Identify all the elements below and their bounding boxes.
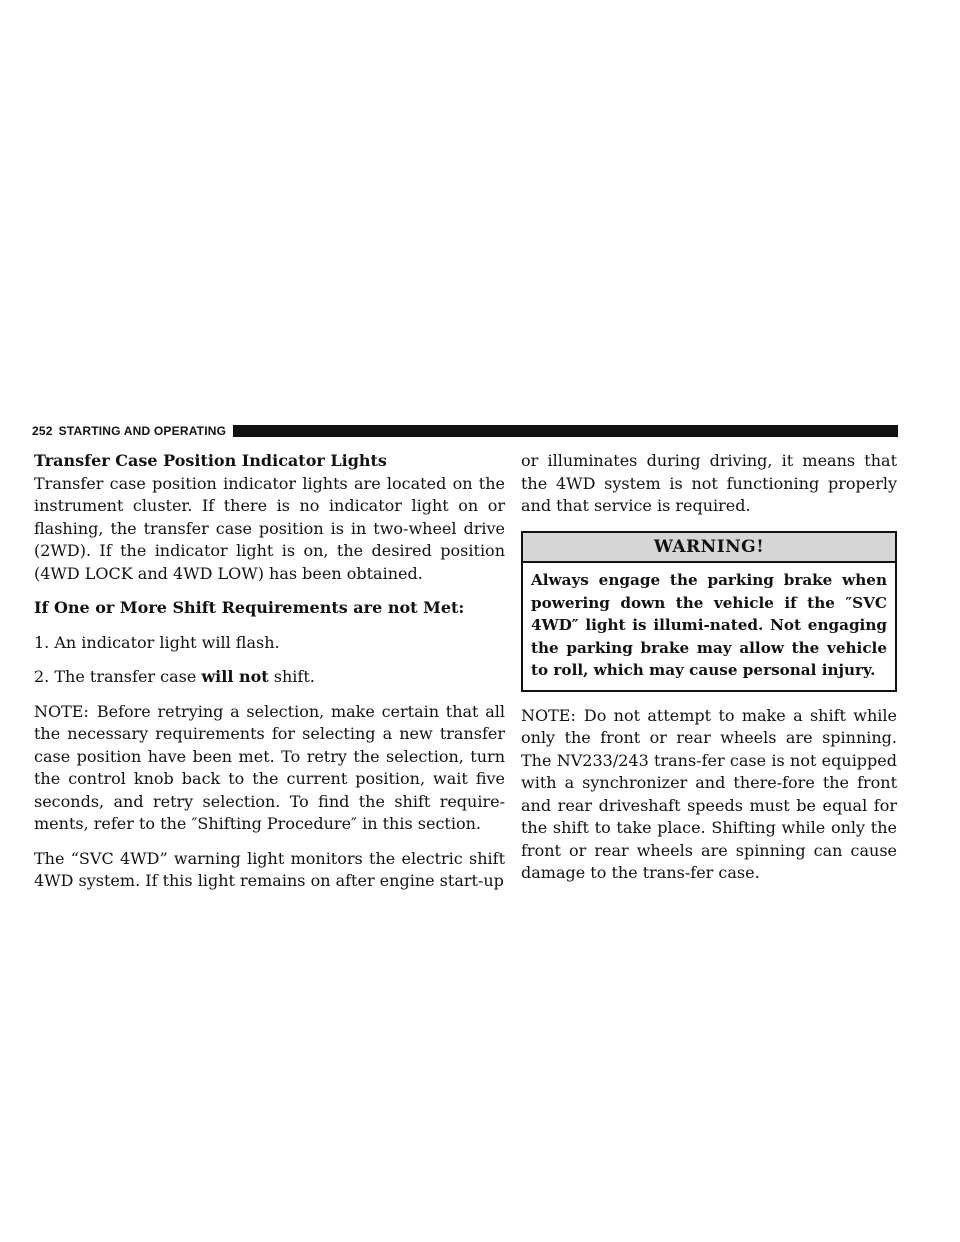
header-rule <box>233 425 898 437</box>
warning-title: WARNING! <box>523 533 895 564</box>
continuation-paragraph: or illuminates during driving, it means that the 4WD system is not functioning properly and that service is required. <box>521 451 897 515</box>
list-item-2-emphasis: will not <box>201 667 269 686</box>
note-paragraph <box>34 701 505 836</box>
list-item-2-suffix: shift. <box>268 667 315 686</box>
list-item-2 <box>34 666 505 689</box>
warning-text: Always engage the parking brake when powering down the vehicle if the ″SVC 4WD″ light is illumi-nated. Not engaging the parking brake may allow the vehicle to roll, which may cause personal injury. <box>531 571 887 679</box>
indicator-paragraph: Transfer case position indicator lights are located on the instrument cluster. If there is no indicator light on or flashing, the transfer case position is in two-wheel drive (2WD). If the indicator light is on, the desired position (4WD LOCK and 4WD LOW) has been obtained. <box>34 473 505 583</box>
note-label: NOTE: <box>34 701 89 721</box>
section-title: STARTING AND OPERATING <box>58 424 227 438</box>
requirements-subheading: If One or More Shift Requirements are not Met: <box>34 598 465 617</box>
right-column <box>521 450 897 897</box>
section-heading: Transfer Case Position Indicator Lights <box>34 451 387 470</box>
svc-paragraph: The “SVC 4WD” warning light monitors the electric shift 4WD system. If this light remains on after engine start-up <box>34 848 505 890</box>
note-text: Before retrying a selection, make certain that all the necessary requirements for selecting a new transfer case position have been met. To retry the selection, turn the control knob back to the current position, wait five seconds, and retry selection. To find the shift require-ments, refer to the ″Shifting Procedure″ in this section. <box>34 701 505 833</box>
list-item-1: 1. An indicator light will flash. <box>34 632 280 652</box>
warning-box <box>521 531 897 692</box>
note-label-2: NOTE: <box>521 705 576 725</box>
note-text-2: Do not attempt to make a shift while only the front or rear wheels are spinning. The NV233/243 trans-fer case is not equipped with a synchronizer and there-fore the front and rear driveshaft speeds must be equal for the shift to take place. Shifting while only the front or rear wheels are spinning can cause damage to the trans-fer case. <box>521 705 897 882</box>
left-column <box>34 450 505 905</box>
list-item-2-prefix: 2. The transfer case <box>34 667 202 686</box>
page-header <box>32 424 898 438</box>
page-number: 252 <box>32 424 53 438</box>
note-paragraph-2 <box>521 705 897 885</box>
